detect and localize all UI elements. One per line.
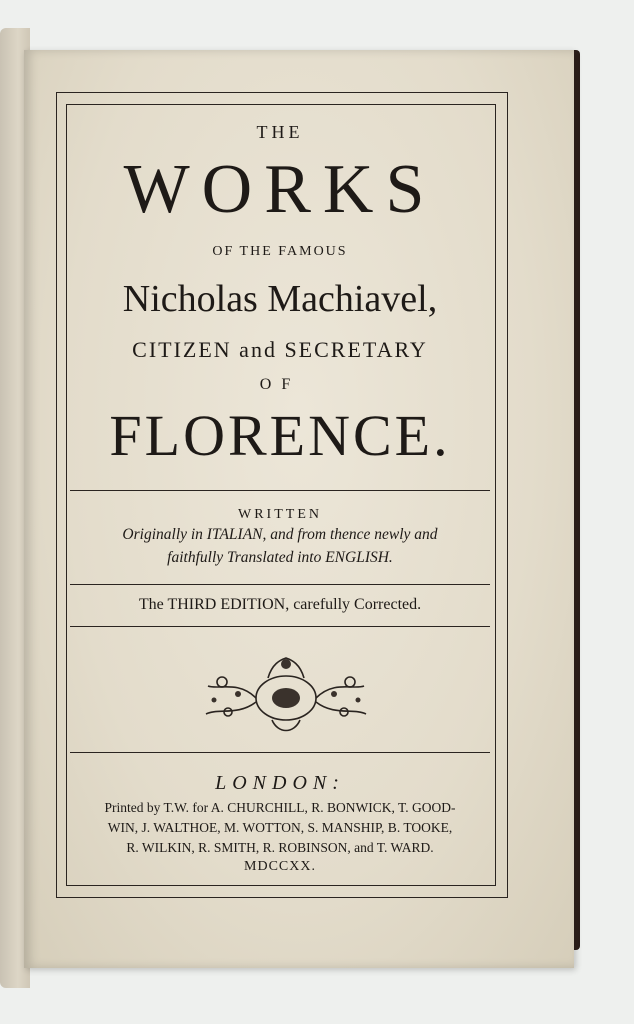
written-text: WRITTEN xyxy=(238,507,322,522)
printed-line-1: Printed by T.W. for A. CHURCHILL, R. BONWICK, T. GOOD- xyxy=(104,800,456,815)
printed-line-2: WIN, J. WALTHOE, M. WOTTON, S. MANSHIP, B. TOOKE, xyxy=(107,820,453,835)
of-text: OF xyxy=(259,376,301,393)
florence-title: FLORENCE. xyxy=(109,403,451,468)
of-the-famous-text: OF THE FAMOUS xyxy=(212,244,348,259)
printed-line-3: R. WILKIN, R. SMITH, R. ROBINSON, and T. WARD. xyxy=(126,840,434,855)
the-text: THE xyxy=(256,122,304,142)
works-title: WORKS xyxy=(123,151,437,228)
originally-line: Originally in ITALIAN, and from thence newly and xyxy=(122,526,438,543)
floral-ornament-icon xyxy=(198,650,374,742)
translated-line: faithfully Translated into ENGLISH. xyxy=(167,549,393,566)
author-name: Nicholas Machiavel, xyxy=(122,278,438,320)
rule-1 xyxy=(70,490,490,491)
rule-2 xyxy=(70,584,490,585)
rule-3 xyxy=(70,626,490,627)
citizen-secretary-text: CITIZEN and SECRETARY xyxy=(132,337,428,362)
year-text: MDCCXX. xyxy=(244,859,316,874)
london-text: LONDON: xyxy=(215,772,345,794)
rule-4 xyxy=(70,752,490,753)
edition-text: The THIRD EDITION, carefully Corrected. xyxy=(138,596,422,613)
